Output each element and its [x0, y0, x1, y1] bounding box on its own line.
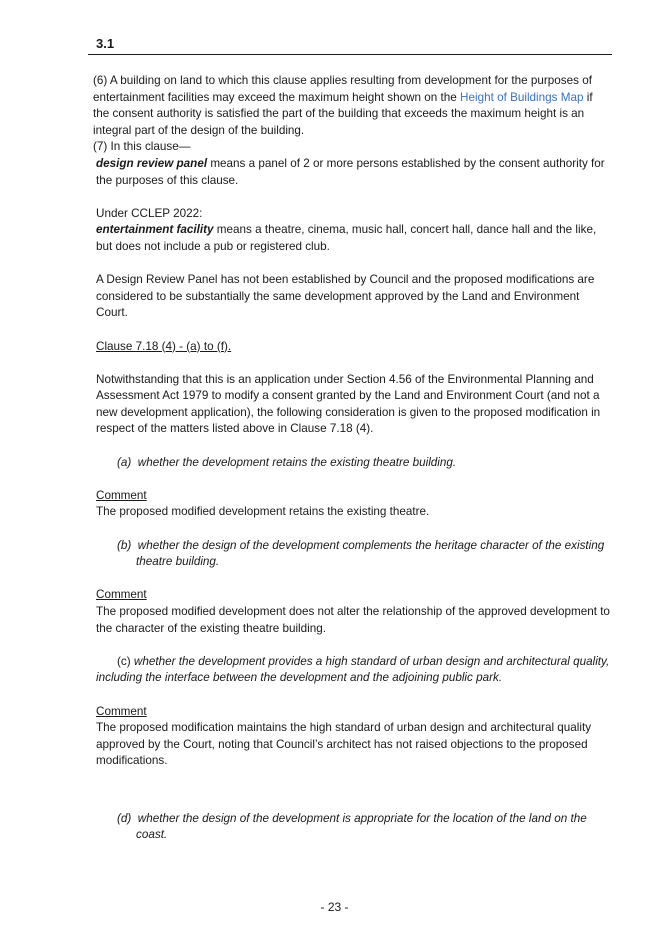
clause-7-paragraph: (7) In this clause—	[93, 140, 191, 154]
clause-6-text-end: if the consent authority is satisfied the part of the building that exceeds the maximum height is an integral part of the design of the building.	[93, 90, 593, 137]
matter-c	[96, 654, 611, 687]
clause-7-18-heading: Clause 7.18 (4) - (a) to (f).	[96, 339, 232, 353]
height-of-buildings-map-link[interactable]: Height of Buildings Map	[460, 90, 584, 104]
matter-b-text: whether the design of the development complements the heritage character of the existing theatre building.	[136, 538, 605, 569]
matter-c-text: whether the development provides a high standard of urban design and architectural quality, including the interface between the development and the adjoining public park.	[96, 654, 610, 685]
matter-c-label: (c)	[117, 654, 131, 668]
definition-text-entertainment-facility: means a theatre, cinema, music hall, concert hall, dance hall and the like, but does not include a pub or registered club.	[96, 223, 597, 253]
section-number: 3.1	[96, 36, 115, 51]
defined-term-design-review-panel: design review panel	[96, 156, 208, 170]
defined-term-entertainment-facility: entertainment facility	[96, 223, 214, 237]
matter-d-label: (d)	[117, 811, 132, 825]
matter-d	[96, 811, 611, 844]
comment-c-text: The proposed modification maintains the high standard of urban design and architectural quality approved by the Court, noting that Council’s architect has not raised objections to the proposed modifications.	[96, 721, 592, 768]
clause-6-text-start: (6) A building on land to which this clause applies resulting from development for the purposes of entertainment facilities may exceed the maximum height shown on the	[93, 74, 592, 104]
definition-entertainment-facility	[96, 222, 611, 255]
header-rule	[88, 54, 612, 55]
cclep-heading: Under CCLEP 2022:	[96, 206, 203, 220]
comment-c-heading: Comment	[96, 704, 147, 718]
matter-a-text: whether the development retains the existing theatre building.	[137, 455, 457, 469]
page-number: - 23 -	[320, 900, 349, 914]
design-review-panel-paragraph: A Design Review Panel has not been established by Council and the proposed modifications are considered to be substantially the same development approved by the Land and Environment Court.	[96, 273, 595, 320]
matter-b-label: (b)	[117, 538, 132, 552]
clause-6-paragraph	[93, 73, 611, 139]
comment-a-heading: Comment	[96, 488, 147, 502]
notwithstanding-paragraph: Notwithstanding that this is an application under Section 4.56 of the Environmental Planning and Assessment Act 1979 to modify a consent granted by the Land and Environment Court (and not a new development application), the following consideration is given to the proposed modification in respect of the matters listed above in Clause 7.18 (4).	[96, 372, 601, 436]
definition-text-design-review-panel: means a panel of 2 or more persons established by the consent authority for the purposes of this clause.	[96, 156, 605, 187]
comment-b-heading: Comment	[96, 588, 147, 602]
definition-design-review-panel	[96, 156, 611, 189]
comment-b-text: The proposed modified development does not alter the relationship of the approved development to the character of the existing theatre building.	[96, 605, 610, 635]
matter-d-text: whether the design of the development is appropriate for the location of the land on the coast.	[136, 811, 587, 842]
comment-a-text: The proposed modified development retains the existing theatre.	[96, 505, 430, 519]
matter-b	[96, 538, 611, 571]
matter-a-label: (a)	[117, 455, 132, 469]
document-body	[93, 73, 611, 844]
matter-a	[96, 455, 611, 472]
